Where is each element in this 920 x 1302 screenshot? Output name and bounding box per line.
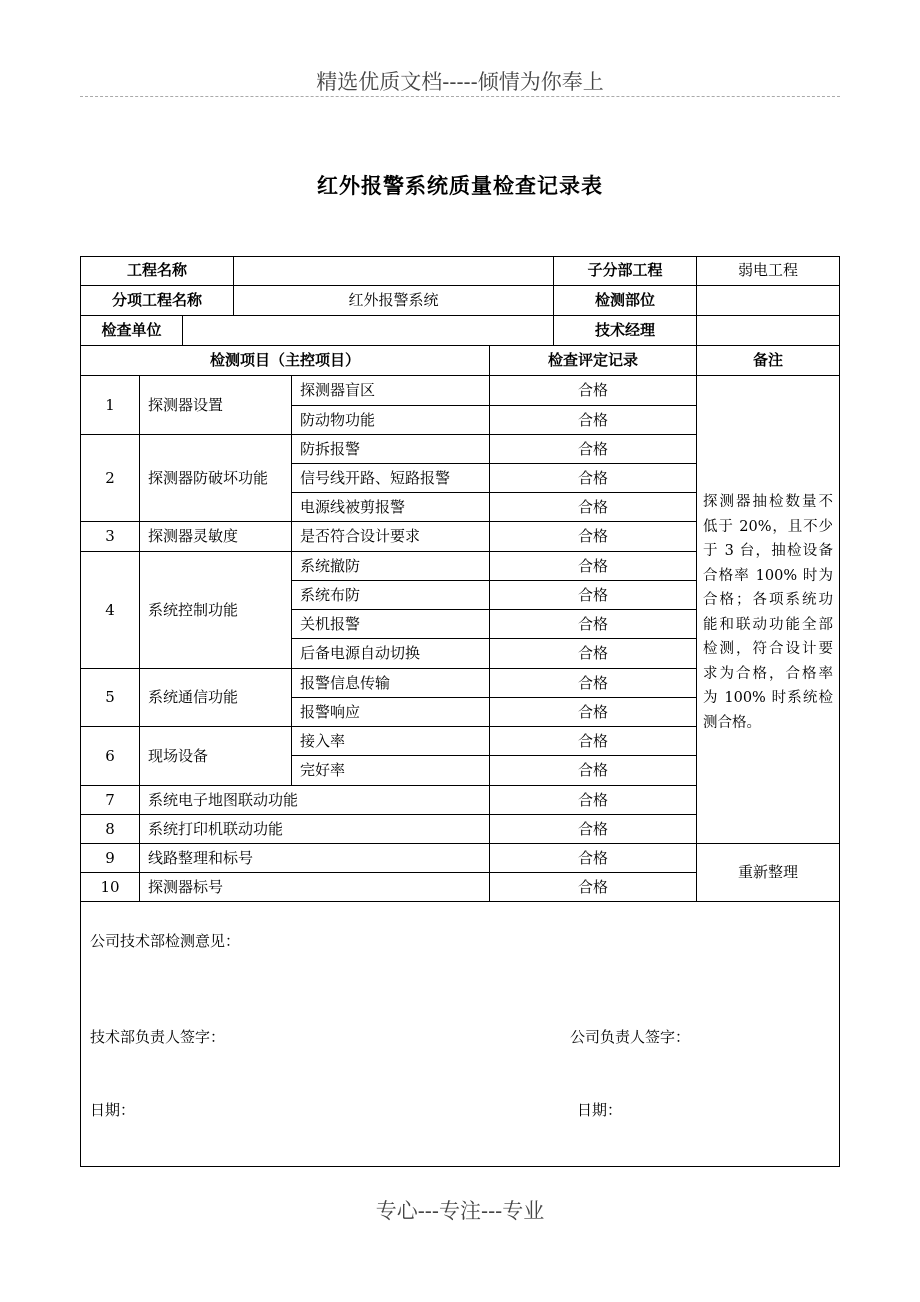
result-cell[interactable]: 合格 bbox=[577, 644, 608, 663]
sub-item: 电源线被剪报警 bbox=[300, 497, 406, 516]
page-header: 精选优质文档-----倾情为你奉上 bbox=[316, 70, 604, 94]
row-number: 1 bbox=[105, 395, 115, 414]
result-cell[interactable]: 合格 bbox=[577, 731, 608, 750]
opinion-label: 公司技术部检测意见： bbox=[90, 932, 241, 950]
date-right-label: 日期： bbox=[577, 1101, 623, 1119]
sub-item: 系统布防 bbox=[300, 585, 361, 604]
result-cell[interactable]: 合格 bbox=[577, 381, 608, 400]
result-cell[interactable]: 合格 bbox=[577, 439, 608, 458]
sub-item: 报警信息传输 bbox=[300, 673, 391, 692]
item-name: 探测器防破坏功能 bbox=[148, 468, 269, 487]
remark-main: 探测器抽检数量不低于 20%，且不少于 3 台，抽检设备合格率 100% 时为合格；各项系统功能和联动功能全部检测，符合设计要求为合格，合格率为 100% 时系统检测合格。 bbox=[703, 494, 833, 731]
test-location-label: 检测部位 bbox=[594, 291, 655, 310]
tech-manager-label: 技术经理 bbox=[594, 321, 655, 340]
inspection-unit-value[interactable] bbox=[183, 316, 553, 345]
project-name-value[interactable] bbox=[234, 256, 553, 285]
date-left-label: 日期： bbox=[90, 1101, 136, 1119]
result-cell[interactable]: 合格 bbox=[577, 497, 608, 516]
result-cell[interactable]: 合格 bbox=[577, 556, 608, 575]
sub-project-value[interactable]: 弱电工程 bbox=[737, 261, 798, 280]
item-name: 探测器灵敏度 bbox=[148, 527, 239, 546]
row-number: 3 bbox=[105, 527, 115, 546]
project-name-label: 工程名称 bbox=[126, 261, 187, 280]
result-cell[interactable]: 合格 bbox=[577, 877, 608, 896]
sub-item: 防拆报警 bbox=[300, 439, 361, 458]
sub-item: 完好率 bbox=[300, 761, 346, 780]
result-cell[interactable]: 合格 bbox=[577, 410, 608, 429]
row-number: 8 bbox=[105, 819, 115, 838]
sub-item: 探测器盲区 bbox=[300, 381, 376, 400]
row-number: 6 bbox=[105, 746, 115, 765]
result-cell[interactable]: 合格 bbox=[577, 468, 608, 487]
row-number: 7 bbox=[105, 790, 115, 809]
sub-item: 接入率 bbox=[300, 731, 346, 750]
sub-item: 系统撤防 bbox=[300, 556, 361, 575]
column-header-items: 检测项目（主控项目） bbox=[209, 351, 360, 370]
item-name: 现场设备 bbox=[148, 746, 209, 765]
sub-item: 报警响应 bbox=[300, 702, 361, 721]
result-cell[interactable]: 合格 bbox=[577, 614, 608, 633]
column-header-record: 检查评定记录 bbox=[547, 351, 638, 370]
row-number: 10 bbox=[100, 877, 120, 896]
sub-item: 是否符合设计要求 bbox=[300, 527, 421, 546]
item-name-label: 分项工程名称 bbox=[111, 291, 202, 310]
result-cell[interactable]: 合格 bbox=[577, 527, 608, 546]
sub-project-label: 子分部工程 bbox=[587, 261, 663, 280]
sub-item: 防动物功能 bbox=[300, 410, 376, 429]
test-location-value[interactable] bbox=[697, 286, 839, 315]
result-cell[interactable]: 合格 bbox=[577, 673, 608, 692]
item-name: 线路整理和标号 bbox=[148, 848, 254, 867]
result-cell[interactable]: 合格 bbox=[577, 585, 608, 604]
item-name: 探测器设置 bbox=[148, 395, 224, 414]
item-name: 系统通信功能 bbox=[148, 688, 239, 707]
tech-sign-label: 技术部负责人签字： bbox=[90, 1028, 226, 1046]
result-cell[interactable]: 合格 bbox=[577, 761, 608, 780]
item-name: 探测器标号 bbox=[148, 877, 224, 896]
result-cell[interactable]: 合格 bbox=[577, 819, 608, 838]
item-name: 系统电子地图联动功能 bbox=[148, 790, 299, 809]
column-header-remark: 备注 bbox=[752, 351, 783, 370]
item-name: 系统打印机联动功能 bbox=[148, 819, 284, 838]
page-title: 红外报警系统质量检查记录表 bbox=[317, 174, 603, 198]
company-sign-label: 公司负责人签字： bbox=[570, 1028, 691, 1046]
remark-rework: 重新整理 bbox=[737, 863, 798, 882]
row-number: 4 bbox=[105, 600, 115, 619]
result-cell[interactable]: 合格 bbox=[577, 702, 608, 721]
row-number: 5 bbox=[105, 688, 115, 707]
page-footer: 专心---专注---专业 bbox=[375, 1199, 545, 1223]
sub-item: 关机报警 bbox=[300, 614, 361, 633]
row-number: 9 bbox=[105, 848, 115, 867]
sub-item: 信号线开路、短路报警 bbox=[300, 468, 451, 487]
inspection-unit-label: 检查单位 bbox=[101, 321, 162, 340]
tech-manager-value[interactable] bbox=[697, 316, 839, 345]
sub-item: 后备电源自动切换 bbox=[300, 644, 421, 663]
row-number: 2 bbox=[105, 468, 115, 487]
result-cell[interactable]: 合格 bbox=[577, 848, 608, 867]
result-cell[interactable]: 合格 bbox=[577, 790, 608, 809]
item-name-value[interactable]: 红外报警系统 bbox=[348, 291, 439, 310]
item-name: 系统控制功能 bbox=[148, 600, 239, 619]
